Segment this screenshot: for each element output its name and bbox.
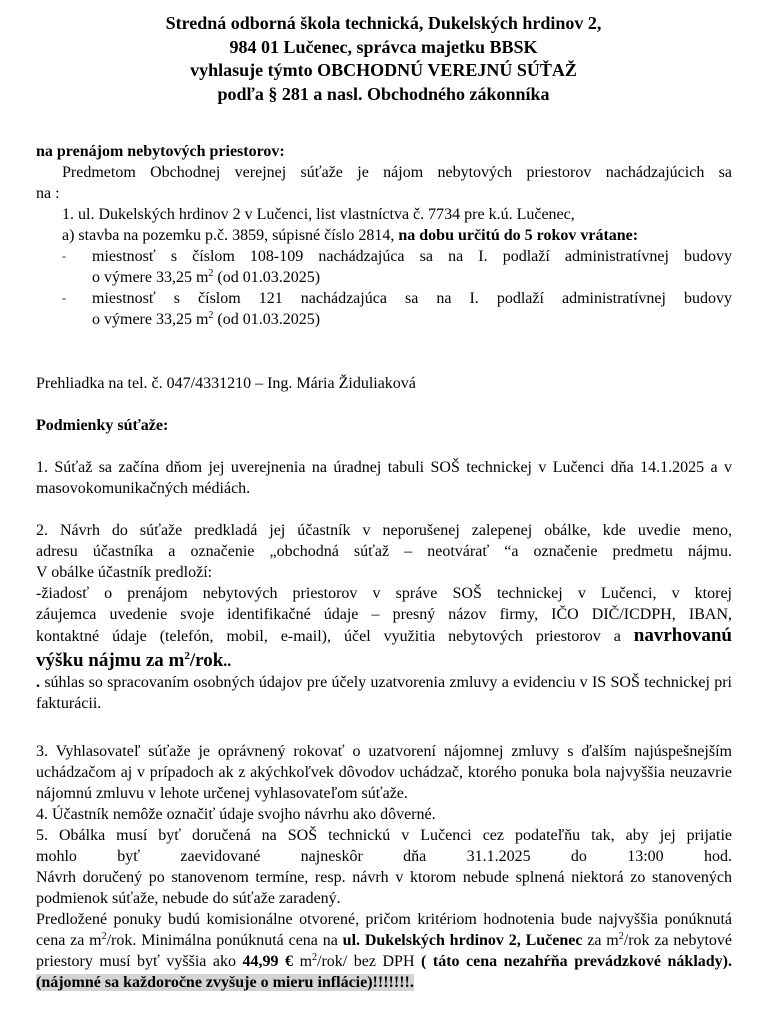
- school-address-line: 984 01 Lučenec, správca majetku BBSK: [229, 36, 538, 57]
- announcement-line: vyhlasuje týmto OBCHODNÚ VEREJNÚ SÚŤAŽ: [190, 60, 577, 80]
- lease-intro-line2: na :: [36, 185, 60, 202]
- dash-bullet: -: [62, 291, 66, 305]
- minimum-price: 44,99 €: [242, 953, 294, 970]
- lease-heading: na prenájom nebytových priestorov:: [36, 143, 285, 160]
- condition-5-rest: Návrh doručený po stanovenom termíne, resp. návrh v ktorom nebude splnená niektorá zo stanovených podmienok súťaže, nebude do súťaže zaradený.: [36, 869, 732, 907]
- legal-basis-line: podľa § 281 a nasl. Obchodného zákonníka: [217, 83, 550, 104]
- dash-bullet: -: [62, 249, 66, 263]
- condition-2-line6: [36, 625, 732, 647]
- superscript-2: 2: [618, 931, 624, 942]
- condition-3: 3. Vyhlasovateľ súťaže je oprávnený rokovať o uzatvorení nájomnej zmluvy s ďalším najúspešnejším uchádzačom aj v prípadoch ak z akýchkoľvek dôvodov uchádzač, ktorého ponuka bola najvyššia neuzavrie nájomnú zmluvu v lehote určenej vyhlasovateľom súťaže.: [36, 743, 732, 802]
- condition-4: 4. Účastník nemôže označiť údaje svojho návrhu ako dôverné.: [36, 806, 436, 823]
- room-108-109-line2: [92, 267, 732, 288]
- viewing-contact: Prehliadka na tel. č. 047/4331210 – Ing. Mária Židuliaková: [36, 375, 416, 392]
- lease-intro-line1: Predmetom Obchodnej verejnej súťaže je nájom nebytových priestorov nachádzajúcich sa: [62, 164, 732, 181]
- condition-5-line2: mohlo byť zaevidované najneskôr dňa 31.1.2025 do 13:00 hod.: [36, 848, 732, 865]
- lease-item-a: [36, 225, 732, 246]
- room-121-item: [36, 288, 732, 330]
- condition-2-line5: záujemca uvedenie svoje identifikačné údaje – presný názov firmy, IČO DIČ/ICDPH, IBAN,: [36, 606, 732, 623]
- conditions-heading: Podmienky súťaže:: [36, 417, 169, 434]
- proposed-rent-text: výšku nájmu za m: [36, 650, 185, 671]
- condition-5-line1: 5. Obálka musí byť doručená na SOŠ technickú v Lučenci cez podateľňu tak, aby jej prijatie: [36, 827, 732, 844]
- lease-item-1: 1. ul. Dukelských hrdinov 2 v Lučenci, list vlastníctva č. 7734 pre k.ú. Lučenec,: [62, 206, 575, 223]
- superscript-2: 2: [208, 310, 214, 321]
- condition-2-line2: adresu účastníka a označenie „obchodná súťaž – neotvárať “a označenie predmetu nájmu.: [36, 543, 732, 560]
- offer-text-a: Predložené ponuky budú komisionálne otvorené, pričom kritériom hodnotenia bude najvyššia ponúknutá cena za m: [36, 911, 732, 949]
- announcement-header: [0, 12, 767, 106]
- trailing-dots: ..: [223, 653, 232, 670]
- condition-2-consent: [36, 672, 732, 714]
- operating-costs-note: ( táto cena nezahŕňa prevádzkové náklady).: [421, 953, 732, 970]
- superscript-2: 2: [101, 931, 107, 942]
- superscript-2: 2: [312, 952, 318, 963]
- room-area-text: o výmere 33,25 m: [92, 311, 209, 328]
- room-121-line1: miestnosť s číslom 121 nachádzajúca sa na I. podlaží administratívnej budovy: [92, 290, 732, 307]
- lease-section: [36, 141, 732, 330]
- offer-text-g: m: [293, 953, 313, 970]
- superscript-2: 2: [184, 650, 190, 662]
- condition-2-line6-text: kontaktné údaje (telefón, mobil, e-mail), účel využitia nebytových priestorov a: [36, 628, 634, 645]
- school-name-line: Stredná odborná škola technická, Dukelských hrdinov 2,: [165, 13, 602, 33]
- room-108-109-line1: miestnosť s číslom 108-109 nachádzajúca sa na I. podlaží administratívnej budovy: [92, 248, 732, 265]
- consent-bullet: .: [36, 674, 40, 691]
- room-date-text: (od 01.03.2025): [213, 269, 321, 286]
- room-date-text: (od 01.03.2025): [213, 311, 321, 328]
- superscript-2: 2: [208, 268, 214, 279]
- offer-address: ul. Dukelských hrdinov 2, Lučenec: [342, 932, 583, 949]
- conditions-3-to-5: [36, 741, 732, 993]
- offer-text-b: /rok. Minimálna ponúknutá cena na: [106, 932, 343, 949]
- room-121-line2: [92, 309, 732, 330]
- offer-text-e: /rok za nebytové priestory musí byť vyššia ako: [36, 932, 733, 970]
- condition-2-line3: V obálke účastník predloží:: [36, 564, 213, 581]
- proposed-rent-amount-label: [36, 650, 223, 671]
- offer-text-d: za m: [582, 932, 619, 949]
- condition-1: 1. Súťaž sa začína dňom jej uverejnenia na úradnej tabuli SOŠ technickej v Lučenci dňa 14.1.2025 a v masovokomunikačných médiách.: [36, 459, 732, 497]
- room-108-109-item: [36, 246, 732, 288]
- condition-2: [36, 520, 732, 714]
- consent-text: súhlas so spracovaním osobných údajov pre účely uzatvorenia zmluvy a evidenciu v IS SOŠ technickej pri fakturácii.: [36, 674, 732, 712]
- condition-2-line4: -žiadosť o prenájom nebytových priestorov v správe SOŠ technickej v Lučenci, v ktorej: [36, 585, 732, 602]
- lease-item-a-text: a) stavba na pozemku p.č. 3859, súpisné číslo 2814,: [62, 227, 399, 244]
- condition-2-line7: [36, 650, 732, 672]
- inflation-note: (nájomné sa každoročne zvyšuje o mieru inflácie)!!!!!!!.: [36, 974, 414, 991]
- proposed-rent-label: navrhovanú: [633, 625, 732, 646]
- lease-term-text: na dobu určitú do 5 rokov vrátane:: [398, 227, 639, 244]
- room-area-text: o výmere 33,25 m: [92, 269, 209, 286]
- per-year-text: /rok: [189, 650, 224, 671]
- offer-text-h: /rok/ bez DPH: [317, 953, 422, 970]
- offer-evaluation: [36, 909, 732, 993]
- condition-2-line1: 2. Návrh do súťaže predkladá jej účastník v neporušenej zalepenej obálke, kde uvedie meno,: [36, 522, 732, 539]
